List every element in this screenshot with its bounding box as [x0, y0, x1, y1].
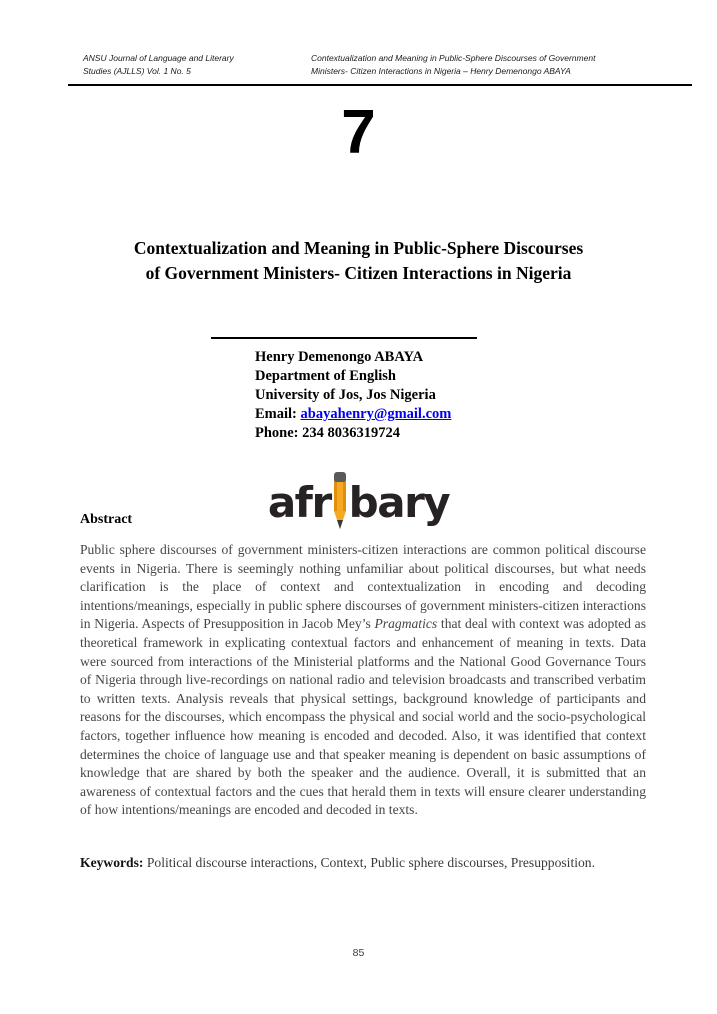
page-number: 85 — [352, 947, 365, 959]
logo-text-right: bary — [348, 478, 450, 527]
article-title-line1: Contextualization and Meaning in Public-Sphere Discourses — [133, 238, 584, 258]
running-title — [311, 52, 633, 78]
author-name: Henry Demenongo ABAYA — [255, 349, 424, 365]
journal-info-line2: Studies (AJLLS) Vol. 1 No. 5 — [83, 66, 191, 77]
abstract-text — [80, 541, 646, 820]
running-header — [83, 52, 633, 78]
author-phone-line — [255, 424, 477, 443]
author-email-line — [255, 405, 477, 424]
chapter-number: 7 — [341, 98, 376, 167]
abstract-part2: that deal with context was adopted as theoretical framework in explicating contextual factors and enhancement of meaning in texts. Data were sourced from interactions of the Ministerial platforms and the National Good Governance Tours of Nigeria through live-recordings on national radio and television broadcasts and transcribed verbatim to written texts. Analysis reveals that physical settings, background knowledge of participants and reasons for the discourses, which encompass the physical and social world and the socio-psychological factors, together influence how meaning is encoded and decoded. Also, it was identified that context determines the choice of language use and that speaker meaning is dependent on basic assumptions of knowledge that are shared by both the speaker and the audience. Overall, it is submitted that an awareness of contextual factors and the cues that herald them in texts will ensure clearer understanding of how intentions/meanings are encoded and decoded in texts. — [80, 616, 646, 818]
header-rule — [68, 84, 692, 86]
running-title-line1: Contextualization and Meaning in Public-Sphere Discourses of Government — [311, 53, 596, 63]
email-label: Email: — [255, 406, 301, 422]
abstract-italic-term: Pragmatics — [374, 616, 438, 632]
running-title-line2: Ministers- Citizen Interactions in Nigeria – Henry Demenongo ABAYA — [311, 66, 571, 77]
keywords-label: Keywords: — [80, 855, 144, 870]
pencil-icon — [333, 472, 347, 533]
abstract-heading: Abstract — [80, 512, 133, 527]
journal-info — [83, 52, 283, 78]
logo-text-left: afr — [267, 478, 331, 527]
article-title — [60, 236, 657, 286]
abstract-part1: Public sphere discourses of government ministers-citizen interactions are common political discourse events in Nigeria. There is seemingly nothing unfamiliar about political discourses, but what needs clarification is the place of context and contextualization in encoding and decoding intentions/meanings, especially in public sphere discourses of government ministers-citizen interactions in Nigeria. Aspects of Presupposition in Jacob Mey’s — [80, 542, 646, 632]
author-university: University of Jos, Jos Nigeria — [255, 387, 436, 403]
author-block — [211, 337, 477, 443]
keywords-list: Political discourse interactions, Context, Public sphere discourses, Presupposition. — [143, 855, 595, 870]
article-title-line2: of Government Ministers- Citizen Interactions in Nigeria — [145, 263, 572, 283]
phone-label: Phone: — [255, 425, 303, 441]
journal-info-line1: ANSU Journal of Language and Literary — [83, 53, 234, 63]
phone-number: 234 8036319724 — [302, 425, 400, 441]
author-department: Department of English — [255, 368, 396, 384]
email-link[interactable]: abayahenry@gmail.com — [300, 406, 452, 422]
keywords-line — [80, 855, 646, 871]
